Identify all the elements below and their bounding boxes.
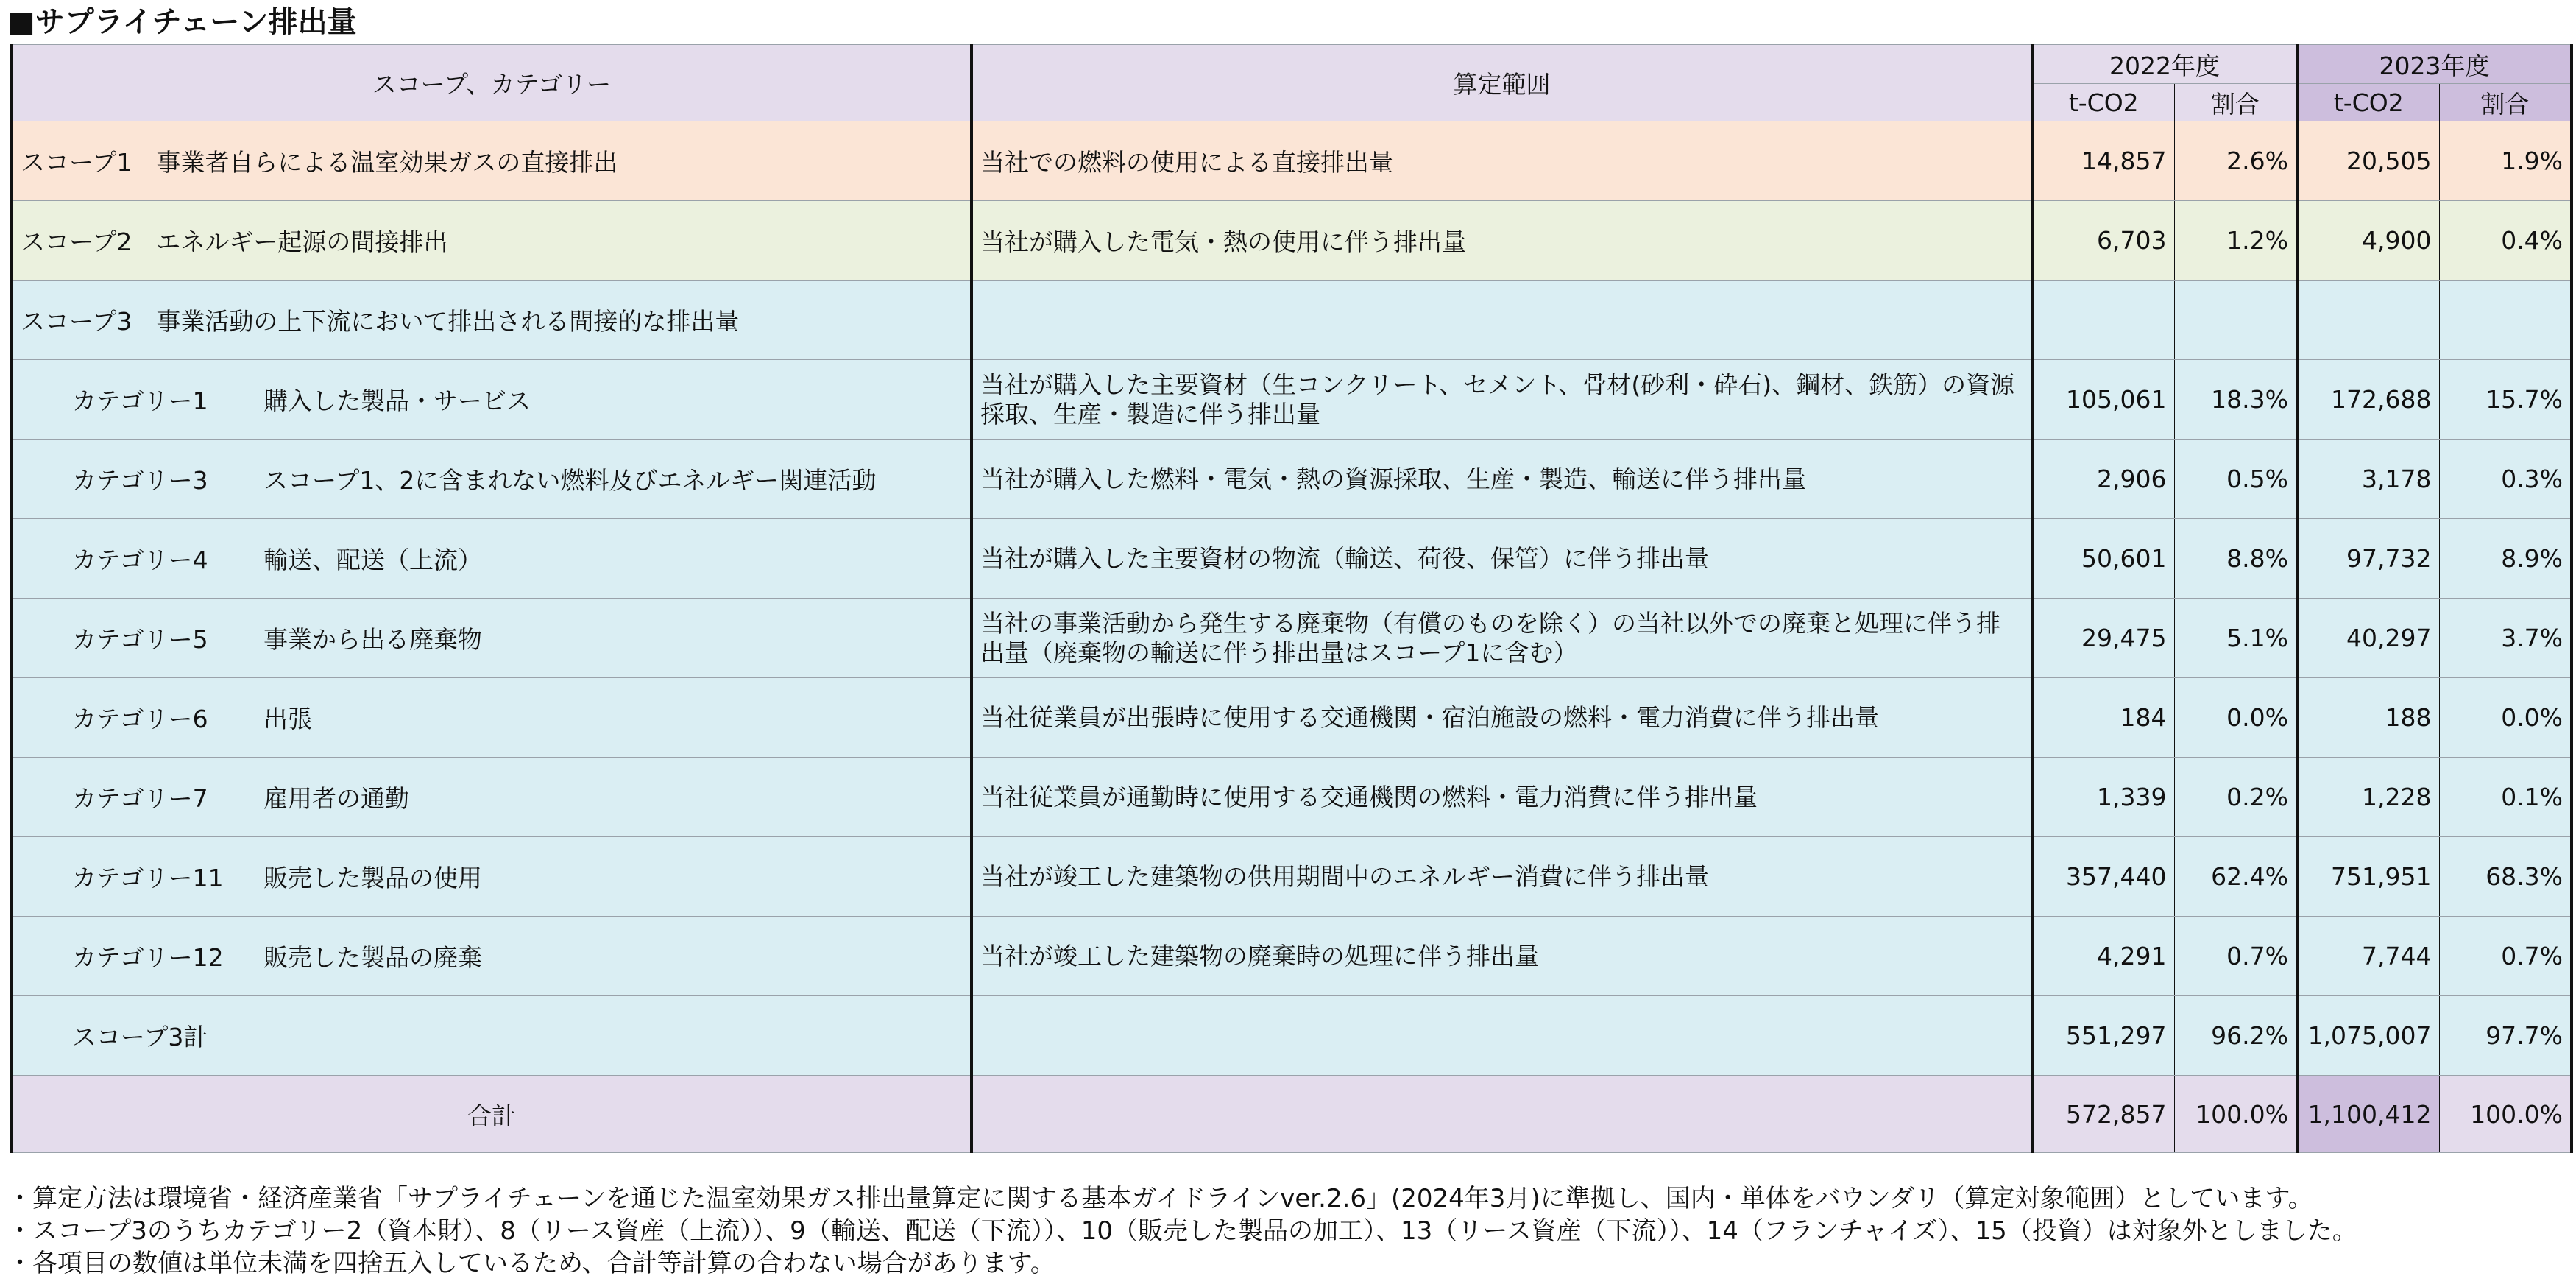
- table-row: [12, 599, 2572, 678]
- row-scope1: [12, 121, 2572, 201]
- table-row: [12, 519, 2572, 599]
- category-value-2022: 1,339: [2032, 758, 2174, 837]
- category-ratio-2022: 0.2%: [2174, 758, 2297, 837]
- category-name: 購入した製品・サービス: [263, 387, 531, 415]
- scope1-value-2023: 20,505: [2297, 121, 2439, 201]
- category-ratio-2023: 0.7%: [2439, 917, 2572, 996]
- scope2-ratio-2022: 1.2%: [2174, 201, 2297, 281]
- category-range: 当社が購入した燃料・電気・熱の資源採取、生産・製造、輸送に伴う排出量: [972, 440, 2032, 519]
- category-range: 当社従業員が通勤時に使用する交通機関の燃料・電力消費に伴う排出量: [972, 758, 2032, 837]
- table-row: [12, 917, 2572, 996]
- grand-total-label: 合計: [12, 1076, 972, 1153]
- category-value-2022: 29,475: [2032, 599, 2174, 678]
- grand-total-ratio-2023: 100.0%: [2439, 1076, 2572, 1153]
- category-label: [12, 917, 972, 996]
- category-value-2022: 4,291: [2032, 917, 2174, 996]
- scope1-range: 当社での燃料の使用による直接排出量: [972, 121, 2032, 201]
- scope1-ratio-2022: 2.6%: [2174, 121, 2297, 201]
- row-scope3-total: [12, 996, 2572, 1076]
- header-row: [12, 45, 2572, 84]
- scope3-range: [972, 281, 2032, 360]
- category-range: 当社従業員が出張時に使用する交通機関・宿泊施設の燃料・電力消費に伴う排出量: [972, 678, 2032, 758]
- emissions-table: [10, 44, 2573, 1153]
- category-range: 当社の事業活動から発生する廃棄物（有償のものを除く）の当社以外での廃棄と処理に伴う排出量（廃棄物の輸送に伴う排出量はスコープ1に含む）: [972, 599, 2032, 678]
- category-value-2022: 50,601: [2032, 519, 2174, 599]
- footnotes: [7, 1182, 2357, 1280]
- row-grand-total: [12, 1076, 2572, 1153]
- category-number: カテゴリー3: [72, 466, 208, 495]
- category-range: 当社が購入した主要資材の物流（輸送、荷役、保管）に伴う排出量: [972, 519, 2032, 599]
- category-number: カテゴリー4: [72, 546, 208, 574]
- category-value-2023: 7,744: [2297, 917, 2439, 996]
- category-name: 販売した製品の廃棄: [263, 943, 482, 972]
- category-value-2023: 1,228: [2297, 758, 2439, 837]
- category-ratio-2023: 3.7%: [2439, 599, 2572, 678]
- category-value-2022: 2,906: [2032, 440, 2174, 519]
- scope1-value-2022: 14,857: [2032, 121, 2174, 201]
- category-name: 出張: [263, 705, 312, 733]
- category-value-2023: 40,297: [2297, 599, 2439, 678]
- category-value-2022: 357,440: [2032, 837, 2174, 917]
- category-value-2023: 97,732: [2297, 519, 2439, 599]
- scope1-ratio-2023: 1.9%: [2439, 121, 2572, 201]
- category-value-2023: 172,688: [2297, 360, 2439, 440]
- category-range: 当社が竣工した建築物の廃棄時の処理に伴う排出量: [972, 917, 2032, 996]
- grand-total-ratio-2022: 100.0%: [2174, 1076, 2297, 1153]
- category-ratio-2023: 8.9%: [2439, 519, 2572, 599]
- category-ratio-2022: 0.7%: [2174, 917, 2297, 996]
- scope3-total-ratio-2023: 97.7%: [2439, 996, 2572, 1076]
- scope2-range: 当社が購入した電気・熱の使用に伴う排出量: [972, 201, 2032, 281]
- category-label: [12, 758, 972, 837]
- header-unit-2023: t-CO2: [2297, 84, 2439, 121]
- category-number: カテゴリー1: [72, 387, 208, 415]
- category-name: 事業から出る廃棄物: [263, 625, 482, 654]
- header-ratio-2023: 割合: [2439, 84, 2572, 121]
- header-year-2023: 2023年度: [2297, 45, 2572, 84]
- category-name: 雇用者の通勤: [263, 784, 409, 813]
- category-value-2022: 184: [2032, 678, 2174, 758]
- scope2-label: スコープ2 エネルギー起源の間接排出: [12, 201, 972, 281]
- category-range: 当社が購入した主要資材（生コンクリート、セメント、骨材(砂利・砕石)、鋼材、鉄筋）の資源採取、生産・製造に伴う排出量: [972, 360, 2032, 440]
- footnote-item: ・各項目の数値は単位未満を四捨五入しているため、合計等計算の合わない場合があります。: [7, 1249, 1055, 1278]
- header-calculation-range: 算定範囲: [972, 45, 2032, 121]
- table-row: [12, 360, 2572, 440]
- scope3-total-label: スコープ3計: [12, 996, 972, 1076]
- category-value-2023: 3,178: [2297, 440, 2439, 519]
- scope3-total-value-2023: 1,075,007: [2297, 996, 2439, 1076]
- category-number: カテゴリー11: [72, 864, 224, 892]
- category-label: [12, 360, 972, 440]
- category-ratio-2022: 8.8%: [2174, 519, 2297, 599]
- category-value-2022: 105,061: [2032, 360, 2174, 440]
- table-row: [12, 440, 2572, 519]
- category-ratio-2023: 0.3%: [2439, 440, 2572, 519]
- category-label: [12, 440, 972, 519]
- scope2-value-2023: 4,900: [2297, 201, 2439, 281]
- category-label: [12, 599, 972, 678]
- footnote-item: ・スコープ3のうちカテゴリー2（資本財）、8（リース資産（上流））、9（輸送、配送（下流））、10（販売した製品の加工）、13（リース資産（下流））、14（フランチャイズ）、15（投資）は対象外としました。: [7, 1216, 2357, 1246]
- scope1-label: スコープ1 事業者自らによる温室効果ガスの直接排出: [12, 121, 972, 201]
- scope3-value-2022: [2032, 281, 2174, 360]
- category-ratio-2022: 5.1%: [2174, 599, 2297, 678]
- scope3-label: スコープ3 事業活動の上下流において排出される間接的な排出量: [12, 281, 972, 360]
- category-label: [12, 837, 972, 917]
- row-scope3: [12, 281, 2572, 360]
- grand-total-value-2022: 572,857: [2032, 1076, 2174, 1153]
- scope3-total-ratio-2022: 96.2%: [2174, 996, 2297, 1076]
- header-year-2022: 2022年度: [2032, 45, 2297, 84]
- category-ratio-2022: 0.0%: [2174, 678, 2297, 758]
- scope3-ratio-2023: [2439, 281, 2572, 360]
- category-ratio-2023: 15.7%: [2439, 360, 2572, 440]
- scope3-total-range: [972, 996, 2032, 1076]
- row-scope2: [12, 201, 2572, 281]
- category-number: カテゴリー12: [72, 943, 224, 972]
- table-row: [12, 837, 2572, 917]
- category-ratio-2022: 62.4%: [2174, 837, 2297, 917]
- category-name: スコープ1、2に含まれない燃料及びエネルギー関連活動: [263, 466, 877, 495]
- header-ratio-2022: 割合: [2174, 84, 2297, 121]
- category-ratio-2023: 68.3%: [2439, 837, 2572, 917]
- footnote-item: ・算定方法は環境省・経済産業省「サプライチェーンを通じた温室効果ガス排出量算定に関する基本ガイドラインver.2.6」(2024年3月)に準拠し、国内・単体をバウンダリ（算定対象範囲）としています。: [7, 1184, 2313, 1213]
- category-ratio-2023: 0.1%: [2439, 758, 2572, 837]
- category-range: 当社が竣工した建築物の供用期間中のエネルギー消費に伴う排出量: [972, 837, 2032, 917]
- scope2-value-2022: 6,703: [2032, 201, 2174, 281]
- category-number: カテゴリー6: [72, 705, 208, 733]
- table-row: [12, 758, 2572, 837]
- category-ratio-2023: 0.0%: [2439, 678, 2572, 758]
- category-ratio-2022: 0.5%: [2174, 440, 2297, 519]
- scope2-ratio-2023: 0.4%: [2439, 201, 2572, 281]
- table-row: [12, 678, 2572, 758]
- category-value-2023: 188: [2297, 678, 2439, 758]
- grand-total-value-2023: 1,100,412: [2297, 1076, 2439, 1153]
- grand-total-range: [972, 1076, 2032, 1153]
- category-name: 販売した製品の使用: [263, 864, 482, 892]
- scope3-total-value-2022: 551,297: [2032, 996, 2174, 1076]
- category-label: [12, 678, 972, 758]
- scope3-value-2023: [2297, 281, 2439, 360]
- category-number: カテゴリー5: [72, 625, 208, 654]
- header-scope-category: スコープ、カテゴリー: [12, 45, 972, 121]
- scope3-ratio-2022: [2174, 281, 2297, 360]
- category-ratio-2022: 18.3%: [2174, 360, 2297, 440]
- category-label: [12, 519, 972, 599]
- category-name: 輸送、配送（上流）: [263, 546, 482, 574]
- page-title: ■サプライチェーン排出量: [7, 5, 357, 39]
- header-unit-2022: t-CO2: [2032, 84, 2174, 121]
- category-value-2023: 751,951: [2297, 837, 2439, 917]
- category-number: カテゴリー7: [72, 784, 208, 813]
